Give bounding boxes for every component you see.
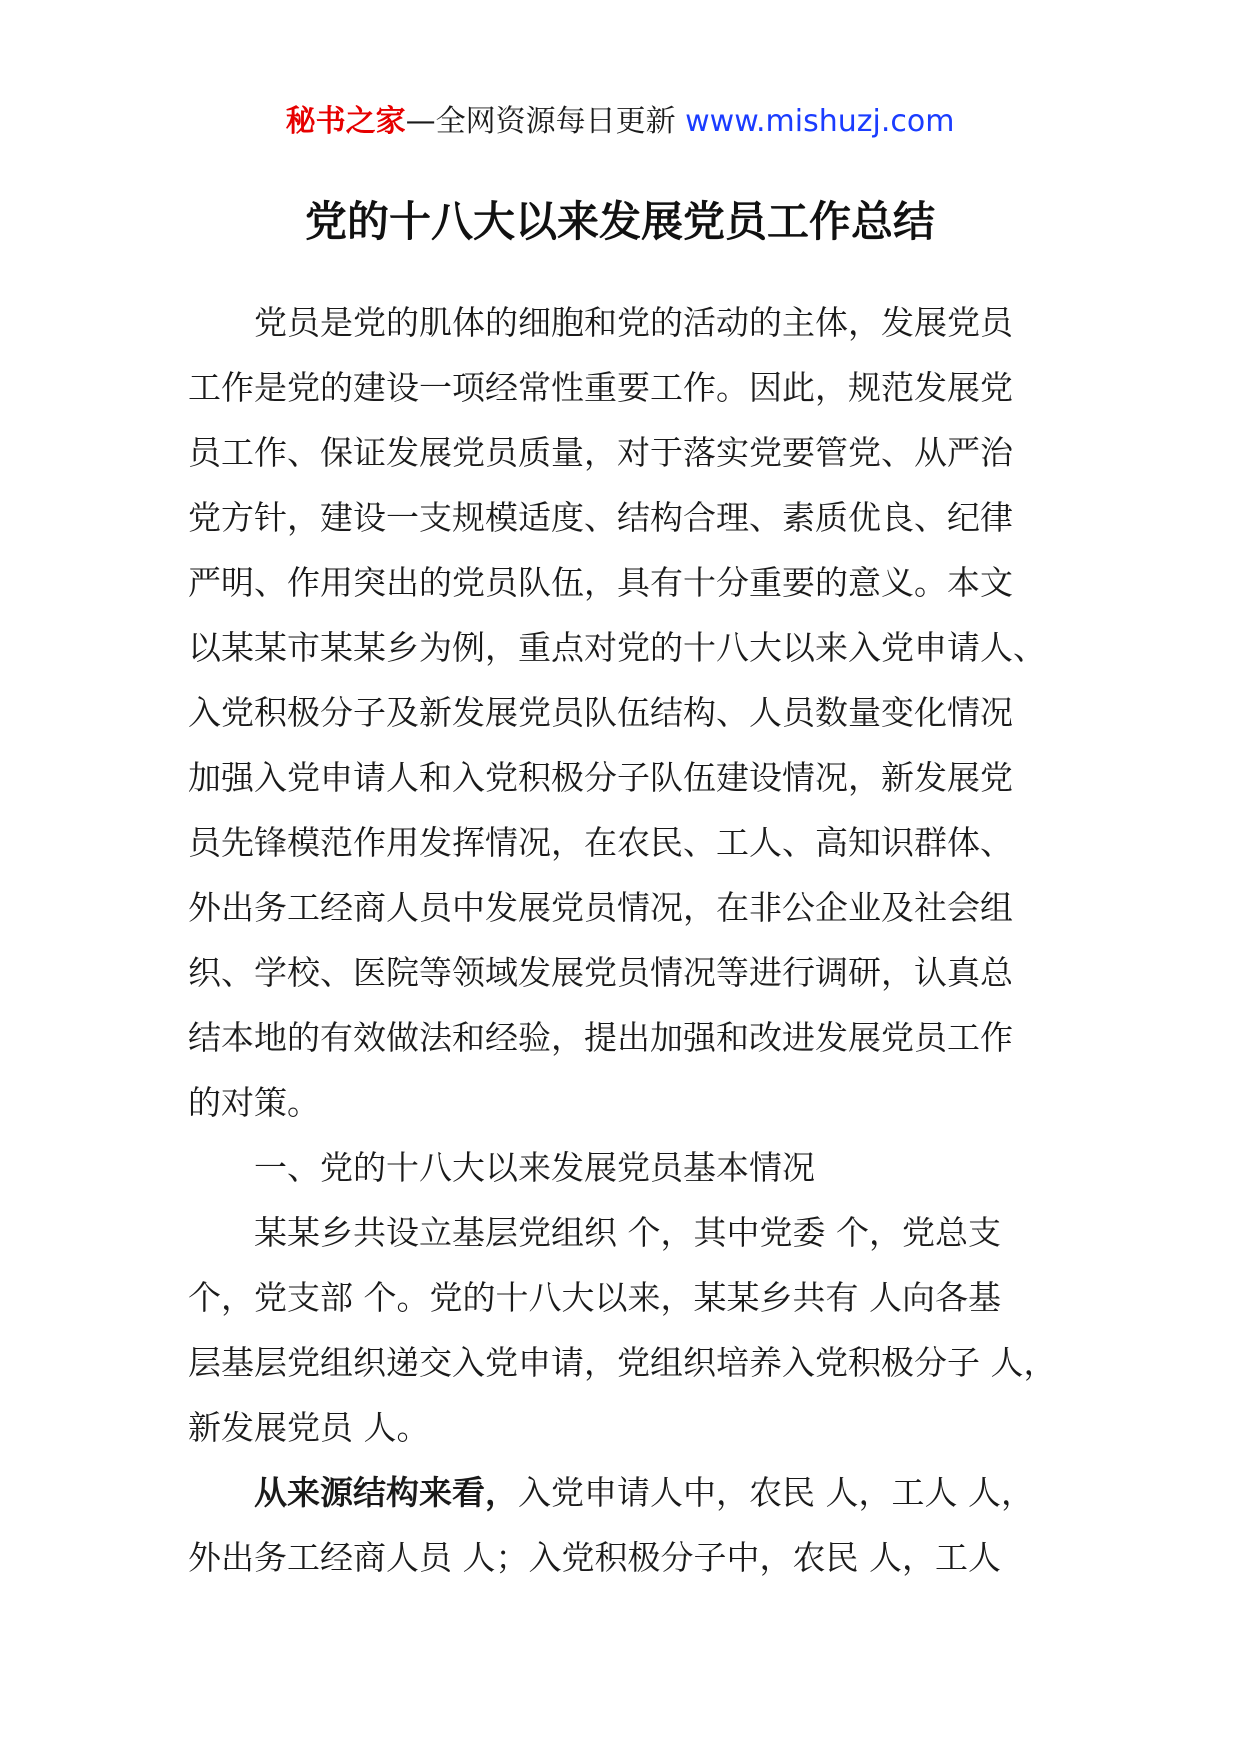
site-url-link[interactable]: www.mishuzj.com: [685, 104, 955, 139]
text-line: 工作是党的建设一项经常性重要工作。因此，规范发展党: [188, 368, 1013, 407]
text-line: 员工作、保证发展党员质量，对于落实党要管党、从严治: [188, 433, 1013, 472]
section-heading: [188, 1135, 1068, 1200]
text-line: 结本地的有效做法和经验，提出加强和改进发展党员工作: [188, 1018, 1013, 1057]
text-line: 员先锋模范作用发挥情况，在农民、工人、高知识群体、: [188, 823, 1013, 862]
text-line: 加强入党申请人和入党积极分子队伍建设情况，新发展党: [188, 758, 1013, 797]
document-body: [188, 290, 1068, 1590]
paragraph-source-structure: [188, 1460, 1068, 1590]
text-line: 外出务工经商人员 人；入党积极分子中，农民 人，工人: [188, 1538, 1001, 1577]
paragraph-intro: [188, 290, 1068, 1135]
text-line: 党方针，建设一支规模适度、结构合理、素质优良、纪律: [188, 498, 1013, 537]
text-line: 个，党支部 个。党的十八大以来，某某乡共有 人向各基: [188, 1278, 1001, 1317]
text-line: 某某乡共设立基层党组织 个，其中党委 个，党总支: [254, 1213, 1001, 1252]
text-line: 的对策。: [188, 1083, 320, 1122]
text-line: 织、学校、医院等领域发展党员情况等进行调研，认真总: [188, 953, 1013, 992]
text-line: 外出务工经商人员中发展党员情况，在非公企业及社会组: [188, 888, 1013, 927]
text-line: 党员是党的肌体的细胞和党的活动的主体，发展党员: [254, 303, 1013, 342]
site-banner: [0, 100, 1240, 144]
heading-line: 一、党的十八大以来发展党员基本情况: [254, 1148, 815, 1187]
paragraph-basic-situation: [188, 1200, 1068, 1460]
text-line: 层基层党组织递交入党申请，党组织培养入党积极分子 人，: [188, 1343, 1057, 1382]
text-line: 以某某市某某乡为例，重点对党的十八大以来入党申请人、: [188, 628, 1046, 667]
banner-slogan: —全网资源每日更新: [405, 104, 676, 139]
text-line: [188, 1460, 1068, 1525]
text-line: 入党积极分子及新发展党员队伍结构、人员数量变化情况: [188, 693, 1013, 732]
document-title: 党的十八大以来发展党员工作总结: [304, 197, 935, 246]
text-line: 新发展党员 人。: [188, 1408, 430, 1447]
brand-name: 秘书之家: [285, 104, 406, 139]
lead-phrase: 从来源结构来看，: [254, 1473, 518, 1512]
text-line: 严明、作用突出的党员队伍，具有十分重要的意义。本文: [188, 563, 1013, 602]
text-fragment: 入党申请人中，农民 人，工人 人，: [518, 1473, 1034, 1512]
